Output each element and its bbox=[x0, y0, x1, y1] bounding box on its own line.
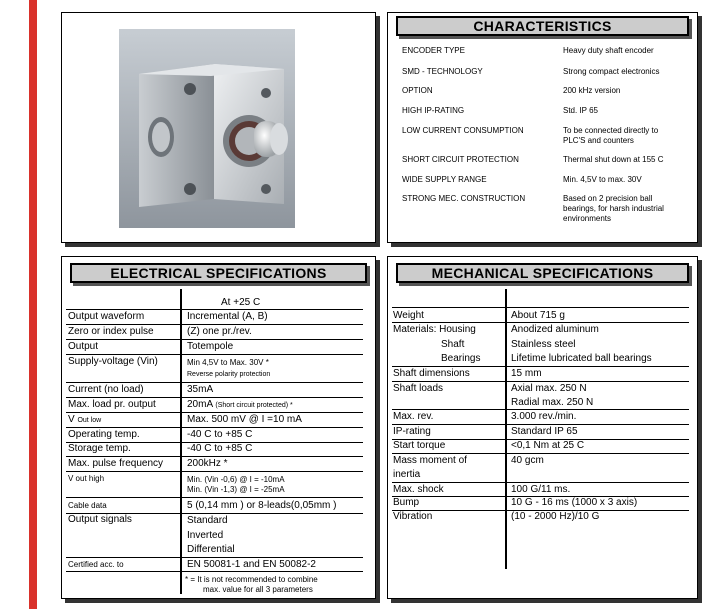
row-rule bbox=[66, 324, 363, 325]
row-rule bbox=[392, 381, 689, 382]
char-value: Based on 2 precision ball bbox=[563, 194, 653, 203]
spec-value: 15 mm bbox=[511, 368, 542, 379]
spec-value-note: Reverse polarity protection bbox=[187, 371, 271, 378]
row-rule bbox=[66, 456, 363, 457]
spec-label: Current (no load) bbox=[68, 384, 144, 395]
spec-label: Shaft bbox=[441, 339, 465, 350]
row-rule bbox=[392, 307, 689, 308]
spec-value: <0,1 Nm at 25 C bbox=[511, 440, 585, 451]
row-rule bbox=[66, 471, 363, 472]
row-rule bbox=[66, 309, 363, 310]
spec-label: Storage temp. bbox=[68, 443, 131, 454]
spec-label: Max. pulse frequency bbox=[68, 458, 164, 469]
spec-label: Bump bbox=[393, 497, 420, 508]
spec-value: (10 - 2000 Hz)/10 G bbox=[511, 511, 600, 522]
spec-label: Max. load pr. output bbox=[68, 399, 156, 410]
row-rule bbox=[392, 322, 689, 323]
electrical-title: ELECTRICAL SPECIFICATIONS bbox=[70, 263, 367, 283]
char-label: SMD - TECHNOLOGY bbox=[402, 67, 483, 76]
char-label: OPTION bbox=[402, 86, 433, 95]
row-rule bbox=[66, 412, 363, 413]
char-value: Std. IP 65 bbox=[563, 106, 598, 115]
spec-value: About 715 g bbox=[511, 310, 565, 321]
spec-value: (Z) one pr./rev. bbox=[187, 326, 252, 337]
row-rule bbox=[66, 339, 363, 340]
spec-value bbox=[187, 399, 293, 410]
spec-label: Cable data bbox=[68, 501, 107, 510]
spec-value: Standard bbox=[187, 515, 228, 526]
char-label: ENCODER TYPE bbox=[402, 46, 465, 55]
row-rule bbox=[66, 497, 363, 498]
spec-label: Max. shock bbox=[393, 484, 444, 495]
spec-value: Anodized aluminum bbox=[511, 324, 599, 335]
char-value: Thermal shut down at 155 C bbox=[563, 155, 664, 164]
char-value-line2: bearings, for harsh industrial bbox=[563, 204, 664, 213]
encoder-photo bbox=[119, 29, 295, 228]
spec-value: 40 gcm bbox=[511, 455, 544, 466]
row-rule bbox=[392, 453, 689, 454]
spec-label: Operating temp. bbox=[68, 429, 140, 440]
row-rule bbox=[66, 427, 363, 428]
spec-value: -40 C to +85 C bbox=[187, 429, 253, 440]
spec-label bbox=[68, 414, 101, 425]
char-label: SHORT CIRCUIT PROTECTION bbox=[402, 155, 519, 164]
spec-label: Output waveform bbox=[68, 311, 145, 322]
spec-label: Max. rev. bbox=[393, 411, 434, 422]
char-value: Min. 4,5V to max. 30V bbox=[563, 175, 642, 184]
row-rule bbox=[392, 366, 689, 367]
spec-label: Certified acc. to bbox=[68, 560, 124, 569]
spec-value: 200kHz * bbox=[187, 458, 228, 469]
spec-value: Lifetime lubricated ball bearings bbox=[511, 353, 652, 364]
spec-value: 35mA bbox=[187, 384, 214, 395]
row-rule bbox=[66, 382, 363, 383]
spec-value: EN 50081-1 and EN 50082-2 bbox=[187, 559, 316, 570]
spec-value: Max. 500 mV @ I =10 mA bbox=[187, 414, 302, 425]
spec-label: Vibration bbox=[393, 511, 433, 522]
spec-label: Output signals bbox=[68, 514, 132, 525]
char-value: To be connected directly to bbox=[563, 126, 659, 135]
row-rule bbox=[66, 557, 363, 558]
spec-label: Mass moment of bbox=[393, 455, 467, 466]
spec-label: Materials: Housing bbox=[393, 324, 476, 335]
spec-label: IP-rating bbox=[393, 426, 431, 437]
char-value: 200 kHz version bbox=[563, 86, 621, 95]
spec-value: Standard IP 65 bbox=[511, 426, 578, 437]
mechanical-panel bbox=[387, 256, 698, 599]
spec-value: Axial max. 250 N bbox=[511, 383, 587, 394]
row-rule bbox=[66, 354, 363, 355]
column-divider bbox=[505, 289, 507, 569]
spec-value: 5 (0,14 mm ) or 8-leads(0,05mm ) bbox=[187, 500, 337, 511]
spec-label-main: V bbox=[68, 414, 75, 425]
spec-label: Output bbox=[68, 341, 99, 352]
char-label: LOW CURRENT CONSUMPTION bbox=[402, 126, 524, 135]
spec-label: Shaft dimensions bbox=[393, 368, 470, 379]
spec-value-line2: Min. (Vin -1,3) @ I = -25mA bbox=[187, 485, 285, 494]
char-label: STRONG MEC. CONSTRUCTION bbox=[402, 194, 526, 203]
row-rule bbox=[66, 397, 363, 398]
char-label: HIGH IP-RATING bbox=[402, 106, 465, 115]
spec-value: 100 G/11 ms. bbox=[511, 484, 571, 495]
red-accent-bar bbox=[29, 0, 37, 609]
product-photo-panel bbox=[61, 12, 376, 243]
spec-label: Supply-voltage (Vin) bbox=[68, 356, 158, 367]
row-rule bbox=[392, 424, 689, 425]
spec-label: V out high bbox=[68, 474, 105, 483]
spec-value: 3.000 rev./min. bbox=[511, 411, 577, 422]
spec-value: Stainless steel bbox=[511, 339, 576, 350]
spec-value-line3: Differential bbox=[187, 544, 235, 555]
char-label: WIDE SUPPLY RANGE bbox=[402, 175, 487, 184]
char-value: Strong compact electronics bbox=[563, 67, 660, 76]
spec-value: Min. (Vin -0,6) @ I = -10mA bbox=[187, 475, 285, 484]
characteristics-title: CHARACTERISTICS bbox=[396, 16, 689, 36]
spec-label: Weight bbox=[393, 310, 424, 321]
spec-label: Start torque bbox=[393, 440, 446, 451]
spec-value: -40 C to +85 C bbox=[187, 443, 253, 454]
char-value-line3: environments bbox=[563, 214, 612, 223]
spec-value: Incremental (A, B) bbox=[187, 311, 268, 322]
spec-value: Totempole bbox=[187, 341, 234, 352]
footnote-line2: max. value for all 3 parameters bbox=[203, 585, 313, 594]
conditions-header: At +25 C bbox=[221, 297, 261, 308]
spec-label: Zero or index pulse bbox=[68, 326, 154, 337]
row-rule bbox=[392, 409, 689, 410]
row-rule bbox=[392, 482, 689, 483]
char-value-line2: PLC'S and counters bbox=[563, 136, 634, 145]
spec-label-line2: inertia bbox=[393, 469, 421, 480]
char-value: Heavy duty shaft encoder bbox=[563, 46, 654, 55]
spec-value-main: 20mA bbox=[187, 399, 213, 410]
spec-label: Bearings bbox=[441, 353, 481, 364]
spec-label: Shaft loads bbox=[393, 383, 444, 394]
electrical-panel bbox=[61, 256, 376, 599]
spec-value: 10 G - 16 ms (1000 x 3 axis) bbox=[511, 497, 638, 508]
spec-value-line2: Radial max. 250 N bbox=[511, 397, 594, 408]
footnote: * = It is not recommended to combine bbox=[185, 575, 318, 584]
spec-value-note: (Short circuit protected) * bbox=[215, 402, 293, 409]
spec-value-line2: Inverted bbox=[187, 530, 224, 541]
characteristics-panel bbox=[387, 12, 698, 243]
spec-value: Min 4,5V to Max. 30V * bbox=[187, 358, 269, 367]
mechanical-title: MECHANICAL SPECIFICATIONS bbox=[396, 263, 689, 283]
row-rule bbox=[66, 571, 363, 572]
spec-label-sub: Out low bbox=[77, 417, 102, 424]
